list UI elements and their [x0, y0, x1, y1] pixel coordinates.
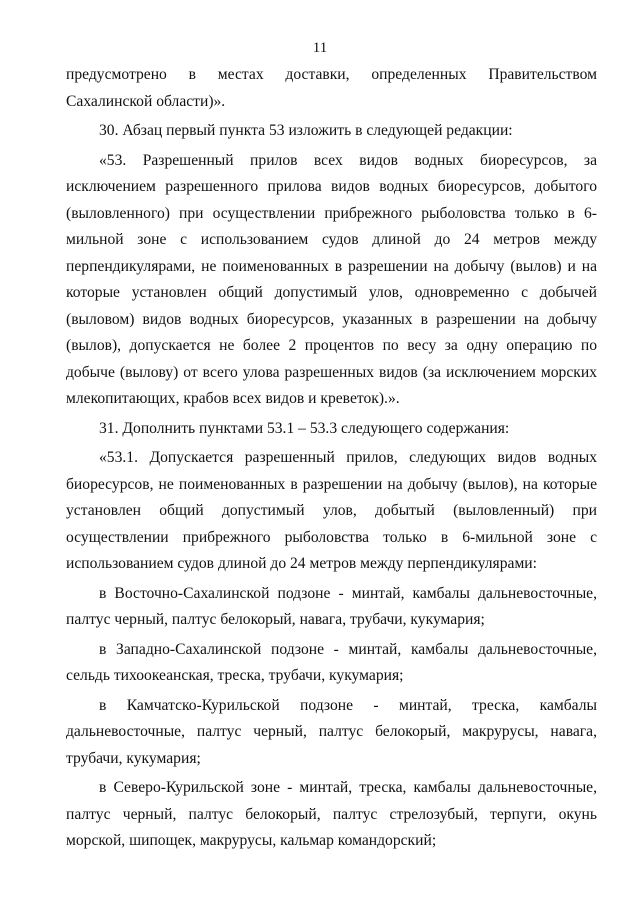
paragraph-clause-53: «53. Разрешенный прилов всех видов водных биоресурсов, за исключением разрешенного прилова видов водных биоресурсов, добытого (выловленного) при осуществлении прибрежного рыболовства только в 6-мильной зоне с использованием судов длиной до 24 метров между перпендикулярами, не поименованных в разрешении на добычу (вылов) и на которые установлен общий допустимый улов, одновременно с добычей (выловом) видов водных биоресурсов, указанных в разрешении на добычу (вылов), допускается не более 2 процентов по весу за одну операцию по добыче (вылову) от всего улова разрешенных видов (за исключением морских млекопитающих, крабов всех видов и креветок).». [66, 151, 597, 407]
paragraph-kamchatka-kuril: в Камчатско-Курильской подзоне - минтай, треска, камбалы дальневосточные, палтус черный, палтус белокорый, макрурусы, навага, трубачи, кукумария; [66, 696, 597, 767]
paragraph-west-sakhalin: в Западно-Сахалинской подзоне - минтай, камбалы дальневосточные, сельдь тихоокеанская, треска, трубачи, кукумария; [66, 640, 597, 684]
paragraph-north-kuril: в Северо-Курильской зоне - минтай, треска, камбалы дальневосточные, палтус черный, палтус белокорый, палтус стрелозубый, терпуги, окунь морской, шипощек, макрурусы, кальмар командорский; [66, 779, 597, 849]
paragraph-clause-53-1: «53.1. Допускается разрешенный прилов, следующих видов водных биоресурсов, не поименованных в разрешении на добычу (вылов), на которые установлен общий допустимый улов, добытый (выловленный) при осуществлении прибрежного рыболовства только в 6-мильной зоне с использованием судов длиной до 24 метров между перпендикулярами: [66, 449, 597, 572]
page-number: 11 [312, 40, 328, 56]
paragraph-item-30: 30. Абзац первый пункта 53 изложить в следующей редакции: [99, 122, 513, 139]
paragraph-continuation: предусмотрено в местах доставки, определенных Правительством Сахалинской области)». [66, 66, 597, 110]
paragraph-east-sakhalin: в Восточно-Сахалинской подзоне - минтай, камбалы дальневосточные, палтус черный, палтус белокорый, навага, трубачи, кукумария; [66, 584, 597, 628]
paragraph-item-31: 31. Дополнить пунктами 53.1 – 53.3 следующего содержания: [99, 419, 510, 437]
document-body [66, 62, 597, 855]
